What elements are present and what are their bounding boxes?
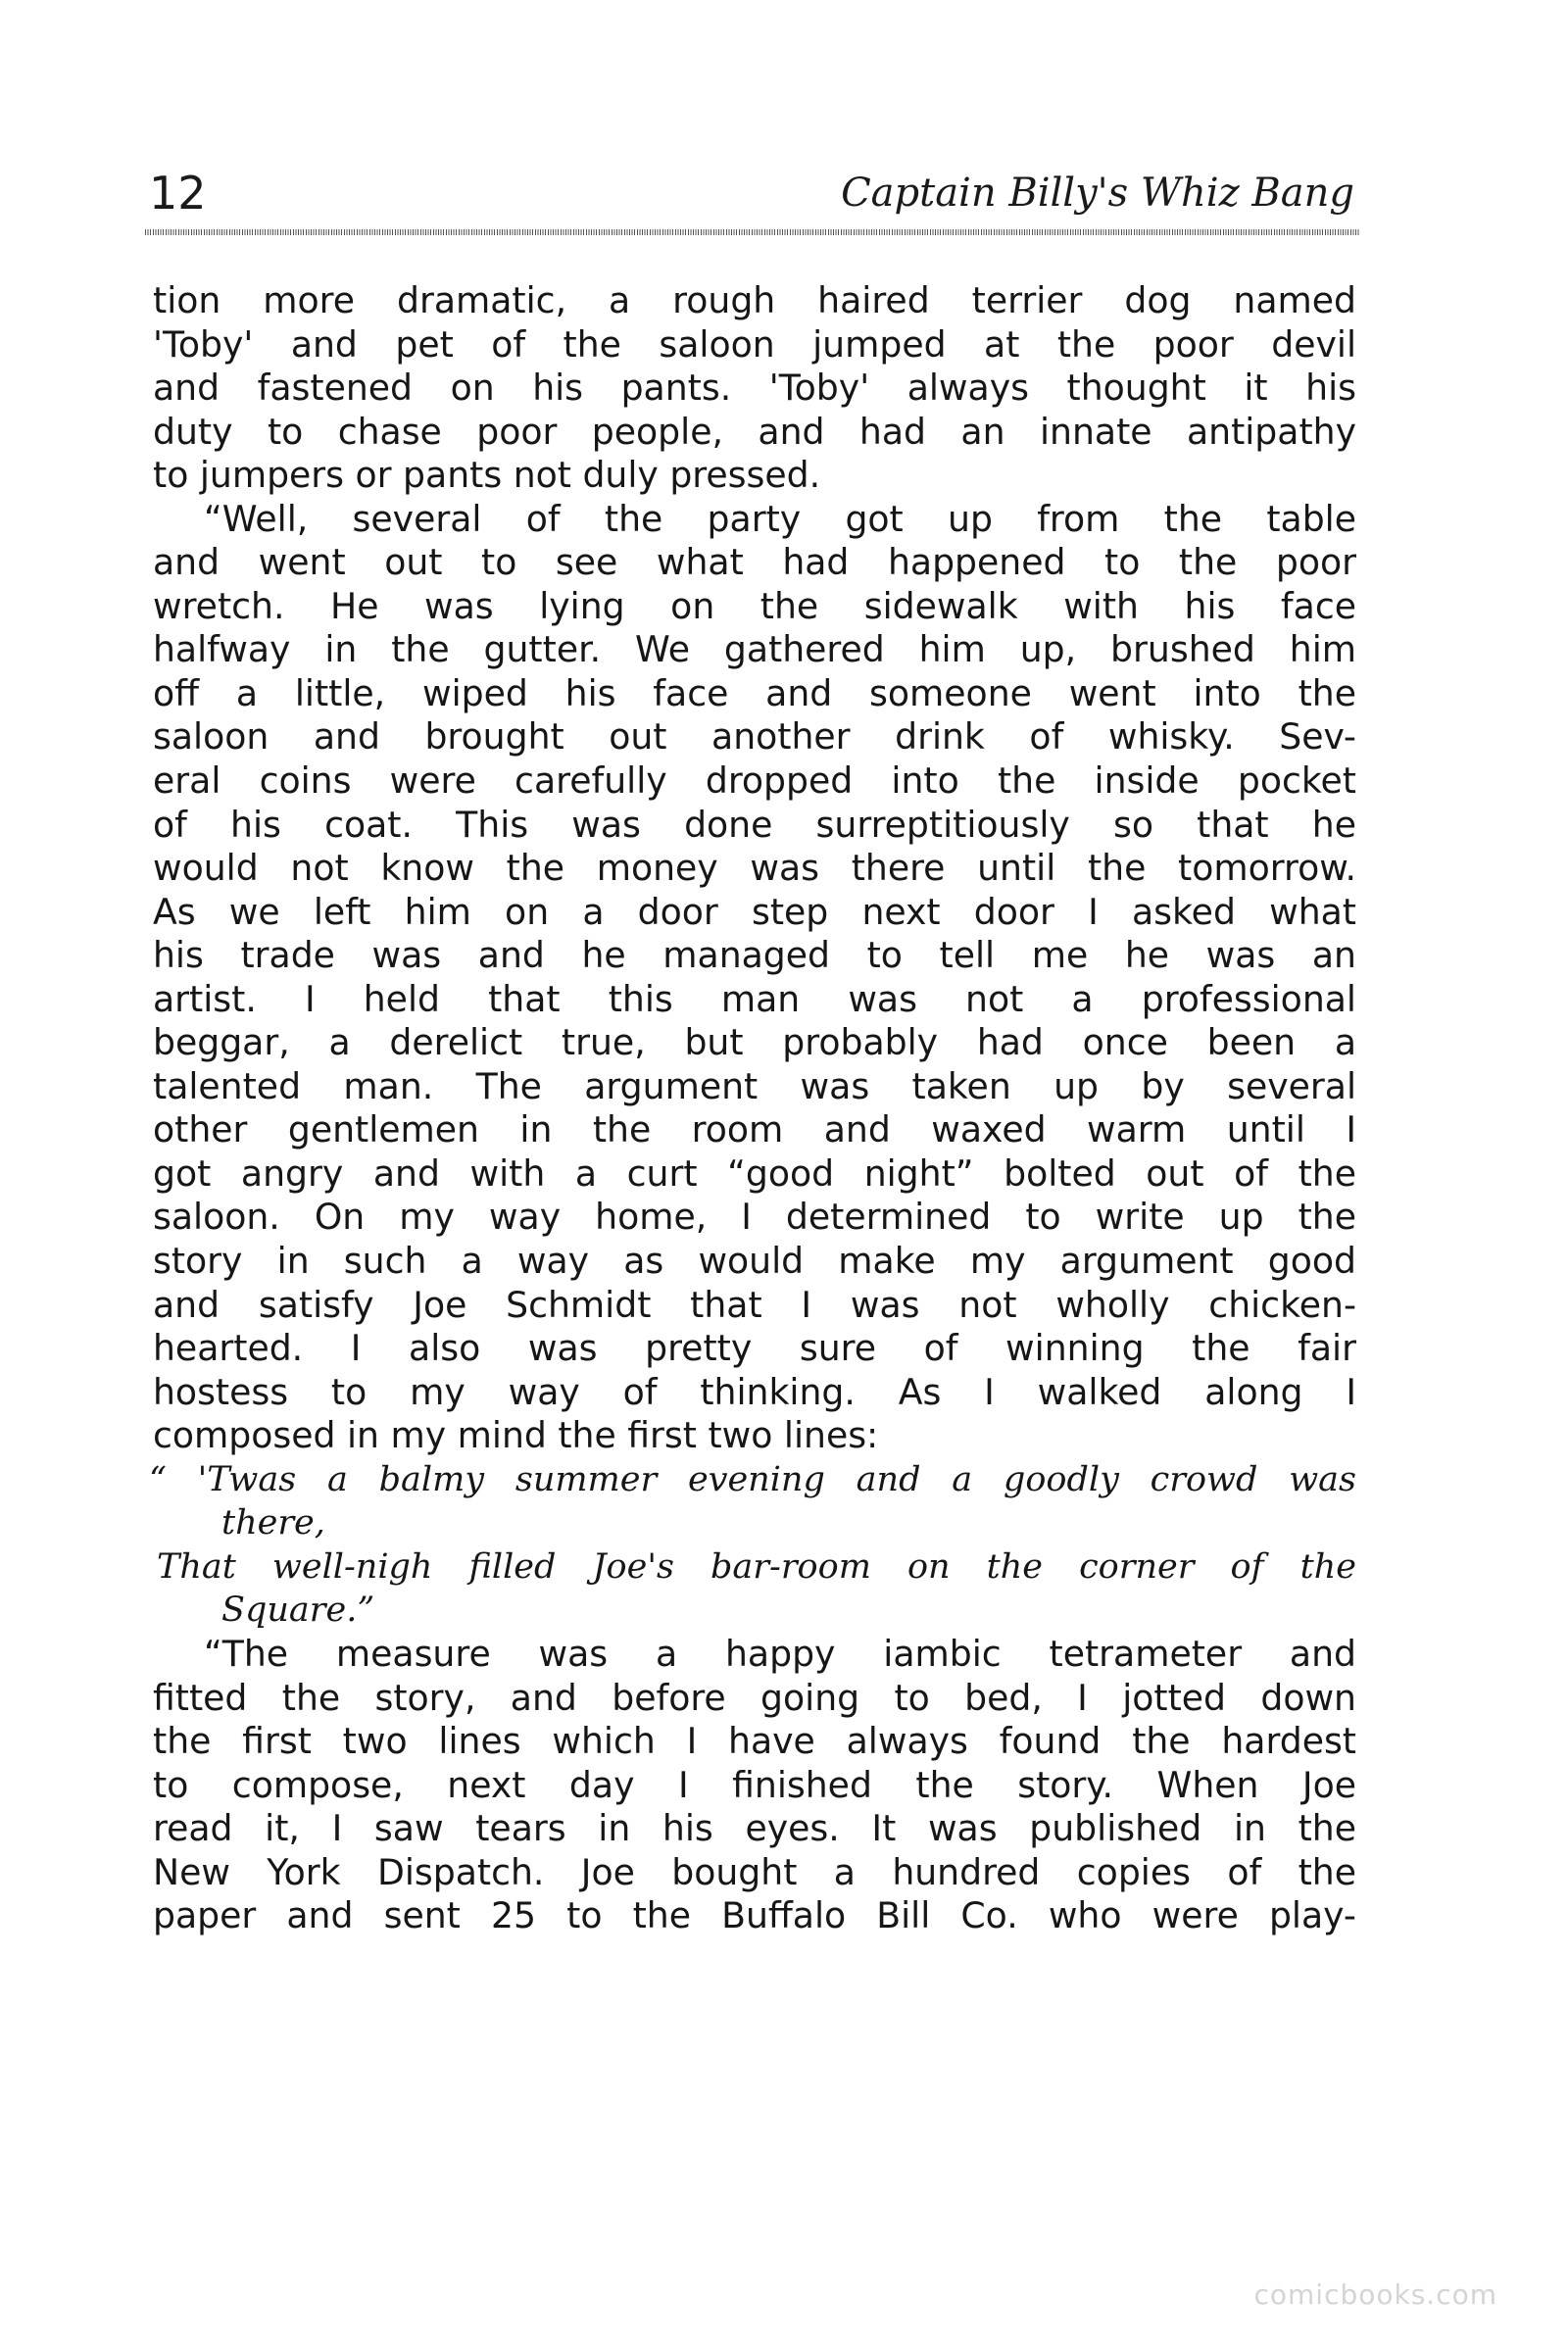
text-line: read it, I saw tears in his eyes. It was published in the <box>153 1807 1356 1850</box>
text-line: got angry and with a curt “good night” bolted out of the <box>153 1151 1356 1195</box>
text-line: eral coins were carefully dropped into the inside pocket <box>153 759 1356 803</box>
text-line: duty to chase poor people, and had an innate antipathy <box>153 410 1356 453</box>
text-line: would not know the money was there until the tomorrow. <box>153 847 1356 890</box>
text-line: and satisfy Joe Schmidt that I was not wholly chicken- <box>153 1283 1356 1326</box>
text-line: the first two lines which I have always found the hardest <box>153 1720 1356 1763</box>
verse-line: “ 'Twas a balmy summer evening and a goodly crowd was <box>149 1459 1356 1499</box>
text-line: paper and sent 25 to the Buffalo Bill Co. who were play- <box>153 1894 1356 1937</box>
text-line: halfway in the gutter. We gathered him up, brushed him <box>153 628 1356 671</box>
text-line: of his coat. This was done surreptitiously so that he <box>153 803 1356 846</box>
text-line: composed in my mind the first two lines: <box>153 1414 879 1457</box>
verse-line: Square.” <box>221 1591 375 1631</box>
text-line: 'Toby' and pet of the saloon jumped at the poor devil <box>153 322 1356 366</box>
text-line: talented man. The argument was taken up by several <box>153 1064 1356 1107</box>
text-line: his trade was and he managed to tell me he was an <box>153 934 1356 977</box>
header-rule <box>145 229 1360 235</box>
body-text <box>149 279 1356 1938</box>
watermark: comicbooks.com <box>1253 2278 1497 2311</box>
verse-line: there, <box>221 1503 325 1543</box>
text-line: fitted the story, and before going to bed, I jotted down <box>153 1676 1356 1719</box>
text-line: “The measure was a happy iambic tetrameter and <box>204 1632 1356 1675</box>
text-line: hearted. I also was pretty sure of winning the fair <box>153 1327 1356 1370</box>
text-line: hostess to my way of thinking. As I walked along I <box>153 1370 1356 1413</box>
page-number: 12 <box>149 167 207 220</box>
text-line: to jumpers or pants not duly pressed. <box>153 454 821 497</box>
text-line: other gentlemen in the room and waxed warm until I <box>153 1108 1356 1151</box>
running-title: Captain Billy's Whiz Bang <box>841 171 1354 216</box>
text-line: story in such a way as would make my argument good <box>153 1240 1356 1283</box>
text-line: off a little, wiped his face and someone went into the <box>153 671 1356 714</box>
text-line: As we left him on a door step next door I asked what <box>153 890 1356 933</box>
text-line: New York Dispatch. Joe bought a hundred copies of the <box>153 1850 1356 1893</box>
text-line: artist. I held that this man was not a professional <box>153 977 1356 1020</box>
text-line: tion more dramatic, a rough haired terrier dog named <box>153 279 1356 321</box>
text-line: saloon and brought out another drink of whisky. Sev- <box>153 715 1356 759</box>
text-line: “Well, several of the party got up from the table <box>204 497 1356 540</box>
text-line: to compose, next day I finished the story. When Joe <box>153 1763 1356 1806</box>
text-line: and fastened on his pants. 'Toby' always thought it his <box>153 367 1356 410</box>
verse-line: That well-nigh filled Joe's bar-room on the corner of the <box>157 1546 1356 1587</box>
page-header <box>149 161 1354 225</box>
text-line: saloon. On my way home, I determined to write up the <box>153 1196 1356 1239</box>
text-line: and went out to see what had happened to the poor <box>153 541 1356 584</box>
text-line: beggar, a derelict true, but probably had once been a <box>153 1021 1356 1064</box>
text-line: wretch. He was lying on the sidewalk with his face <box>153 584 1356 627</box>
